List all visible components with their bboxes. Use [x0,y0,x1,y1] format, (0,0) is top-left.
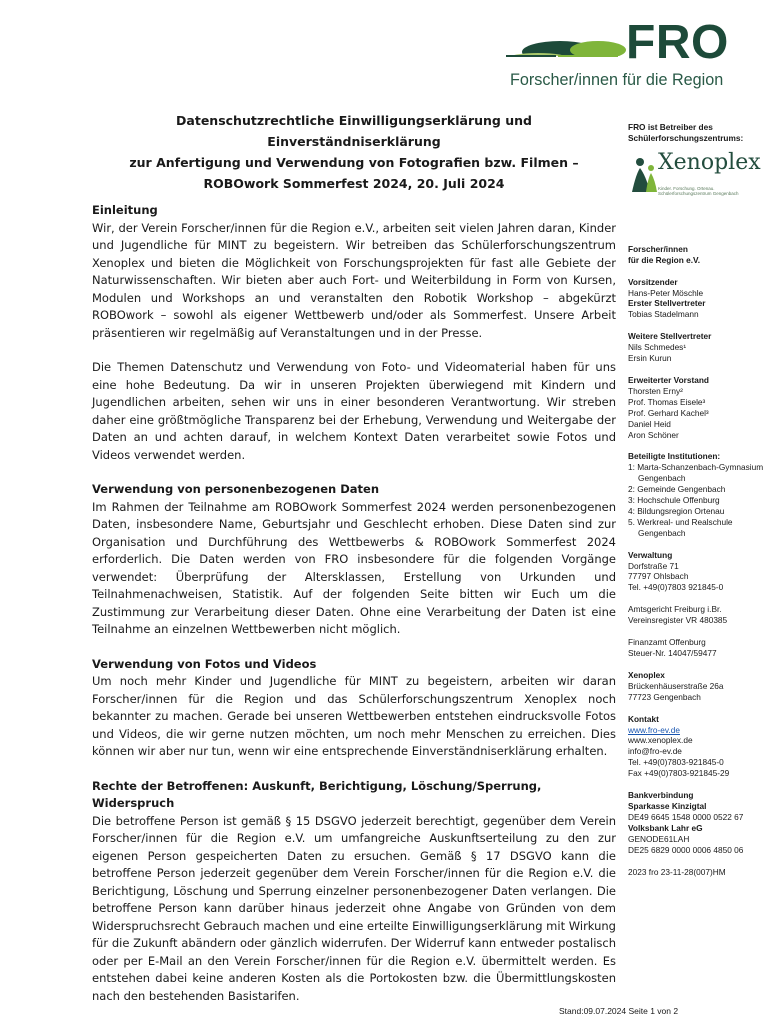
fro-logo [498,16,748,92]
document-title [92,110,616,194]
sidebar [628,122,768,888]
document-reference: 2023 fro 23-11-28(007)HM [628,866,726,877]
logo-text: FRO [626,16,729,69]
title-line-1: Datenschutzrechtliche Einwilligungserklärung und Einverständniserklärung [176,113,532,149]
section-paragraph: Wir, der Verein Forscher/innen für die Region e.V., arbeiten seit vielen Jahren daran, Kinder und Jugendliche für MINT zu begeistern. Wir betreiben das Schülerforschungszentrum Xenoplex und bieten die Möglichkeit von Forschungsprojekten für fast alle Gebiete der Naturwissenschaften. Wir bieten aber auch Fort- und Weiterbildung in Form von Kursen, Modulen und Workshops an und veranstalten den Robotik Workshop – abgekürzt ROBOwork – sowohl als eigener Wettbewerb und/oder als Sommerfest. Unsere Arbeit präsentieren wir regelmäßig auf Veranstaltungen und in der Presse. [92,220,616,340]
tax-office: Finanzamt Offenburg Steuer-Nr. 14047/59477 [628,637,717,658]
section-paragraph: Im Rahmen der Teilnahme am ROBOwork Sommerfest 2024 werden personenbezogenen Daten, insbesondere Name, Geburtsjahr und Geschlecht erhoben. Diese Daten sind zur Organisation und Durchführung des Wettbewerbs & ROBOwork Sommerfest 2024 erforderlich. Die Daten werden von FRO insbesondere für die folgenden Vorgänge verwendet: Überprüfung der Altersklassen, Erstellung von Urkunden und Teilnahmenachweisen, Statistik. Auf der folgenden Seite bitten wir Euch um die Zustimmung zur Verarbeitung dieser Daten. Ohne eine Verarbeitung der Daten ist eine Teilnahme an einzelnen Wettbewerben nicht möglich. [92,499,616,636]
section-photos-videos [92,656,616,761]
title-line-3: ROBOwork Sommerfest 2024, 20. Juli 2024 [203,176,505,191]
xenoplex-wordmark: Xenoplex [658,149,761,175]
extended-board: Erweiterter Vorstand Thorsten Erny² Prof. Thomas Eisele³ Prof. Gerhard Kachel³ Daniel Heid Aron Schöner [628,374,709,440]
fro-hills-graphic [498,20,628,70]
board-chair: Vorsitzender Hans-Peter Möschle Erster Stellvertreter Tobias Stadelmann [628,276,706,320]
section-heading: Einleitung [92,203,158,217]
administration: Verwaltung Dorfstraße 71 77797 Ohlsbach Tel. +49(0)7803 921845-0 [628,549,724,593]
xenoplex-logo [628,149,761,200]
operator-note: FRO ist Betreiber des Schülerforschungszentrums: [628,122,744,143]
page-footer: Stand:09.07.2024 Seite 1 von 2 [559,1006,679,1016]
section-personal-data [92,481,616,639]
website-link[interactable]: www.fro-ev.de [628,724,680,735]
org-name: Forscher/innen für die Region e.V. [628,243,701,265]
list-item: 5. Werkreal- und Realschule Gengenbach [628,516,733,538]
bank-details: Bankverbindung Sparkasse Kinzigtal DE49 6645 1548 0000 0522 67 Volksbank Lahr eG GENODE61LAH DE25 6829 0000 0006 4850 06 [628,790,744,855]
more-deputies: Weitere Stellvertreter Nils Schmedes¹ Ersin Kurun [628,331,712,364]
section-rights [92,778,616,1006]
institutions: Beteiligte Institutionen: 1: Marta-Schanzenbach-Gymnasium Gengenbach 2: Gemeinde Gengenbach 3: Hochschule Offenburg 4: Bildungsregion Ortenau 5. Werkreal- und Realschule Gengenbach [628,451,768,538]
section-paragraph: Um noch mehr Kinder und Jugendliche für MINT zu begeistern, arbeiten wir daran Forscher/innen für die Region und das Schülerforschungszentrum Xenoplex noch bekannter zu machen. Gerade bei unseren Wettbewerben entstehen eindrucksvolle Fotos und Videos, die wir gerne nutzen möchten, um noch mehr Menschen zu erreichen. Dies können wir aber nur tun, wenn wir eine entsprechende Einverständniserklärung erhalten. [92,674,616,758]
court-register: Amtsgericht Freiburg i.Br. Vereinsregister VR 480385 [628,604,728,626]
list-item: 2: Gemeinde Gengenbach [628,484,726,495]
logo-subtitle: Forscher/innen für die Region [510,71,724,89]
section-introduction [92,202,616,464]
section-heading: Verwendung von personenbezogenen Daten [92,482,380,496]
section-paragraph: Die Themen Datenschutz und Verwendung von Foto- und Videomaterial haben für uns eine hohe Bedeutung. Da wir in unseren Projekten überwiegend mit Kindern und Jugendlichen arbeiten, sehen wir uns in einer besonderen Verantwortung. Wir streben daher eine größtmögliche Transparenz bei der Erhebung, Verwendung und Weitergabe der Daten an und achten darauf, in welchem Kontext Daten verarbeitet sowie Fotos und Videos verwendet werden. [92,360,616,462]
xenoplex-tagline: Kinder. Forschung. Ortenau. [658,185,715,191]
xenoplex-tagline-2: Schülerforschungszentrum Gengenbach [658,190,739,196]
list-item: 1: Marta-Schanzenbach-Gymnasium Gengenbach [628,462,764,484]
xenoplex-address: Xenoplex Brückenhäuserstraße 26a 77723 Gengenbach [628,669,724,702]
title-line-2: zur Anfertigung und Verwendung von Fotografien bzw. Filmen – [129,155,579,170]
section-heading: Rechte der Betroffenen: Auskunft, Berichtigung, Löschung/Sperrung, Widerspruch [92,778,542,810]
contact: Kontakt www.fro-ev.de www.xenoplex.de info@fro-ev.de Tel. +49(0)7803-921845-0 Fax +49(0)7803-921845-29 [628,714,768,779]
list-item: 3: Hochschule Offenburg [628,495,720,506]
xenoplex-figures-icon [628,154,658,194]
section-paragraph: Die betroffene Person ist gemäß § 15 DSGVO jederzeit berechtigt, gegenüber dem Verein Forscher/innen für die Region e.V. um umfangreiche Auskunftserteilung zu den zur eigenen Person gespeicherten Daten zu ersuchen. Gemäß § 17 DSGVO kann die betroffene Person jederzeit gegenüber dem Verein Forscher/innen für die Region e.V. die Berichtigung, Löschung und Sperrung einzelner personenbezogener Daten verlangen. Die betroffene Person kann darüber hinaus jederzeit ohne Angabe von Gründen von dem Widerspruchsrecht Gebrauch machen und eine erteilte Einwilligungserklärung mit Wirkung für die Zukunft abändern oder gänzlich widerrufen. Der Widerruf kann entweder postalisch oder per E-Mail an den Verein Forscher/innen für die Region e.V. übermittelt werden. Es entstehen dabei keine anderen Kosten als die Portokosten bzw. die Übermittlungskosten nach den bestehenden Basistarifen. [92,813,616,1003]
document-body [92,110,616,1005]
section-heading: Verwendung von Fotos und Videos [92,656,317,671]
list-item: 4: Bildungsregion Ortenau [628,505,725,516]
